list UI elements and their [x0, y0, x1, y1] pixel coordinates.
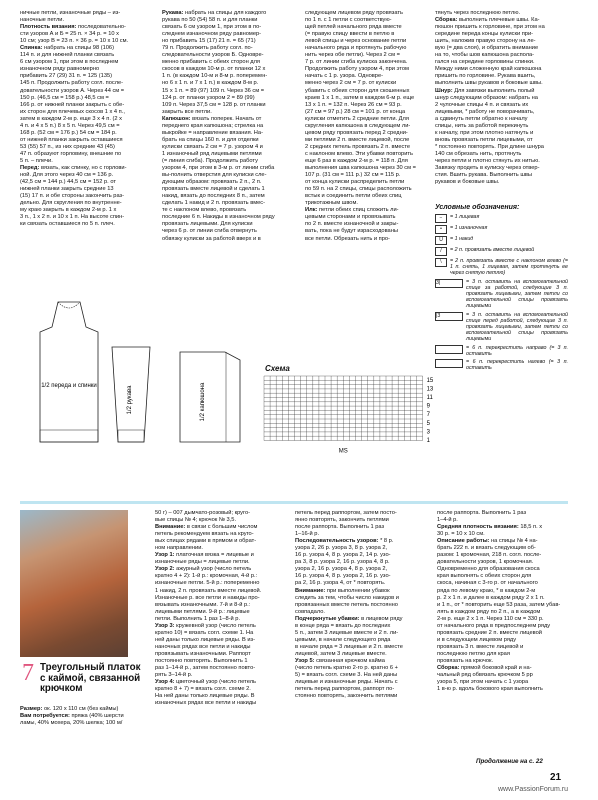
text-line: 1–4-й р. [437, 517, 458, 524]
text-line: прибавить 27 (29) 31 п. = 125 (135) [20, 73, 113, 80]
bold-lead: Сборка: [437, 665, 460, 672]
bold-lead: Узор 4: [155, 679, 175, 686]
text-line: Спинка: набрать на спицы 98 (106) [20, 45, 114, 52]
text-line: стия. Вшить рукава. Выполнить швы [435, 172, 533, 179]
text-line: ной. Для этого через 40 см = 136 р. [20, 172, 114, 179]
column-4 [435, 10, 568, 186]
column-6 [295, 510, 427, 700]
text-line: стоянно повторять, закончить петлями [295, 693, 398, 700]
text-line: 30 р. = 10 х 10 см. [437, 531, 485, 538]
text-line: (27 см = 97 р.) 28 см = 101 р. от конца [305, 108, 406, 115]
text-line: Последовательность узоров: * 8 р. [295, 538, 394, 545]
text-line: на то, чтобы шов капюшона распола- [435, 52, 535, 59]
text-line: рукавов и боковые швы. [435, 179, 500, 186]
text-line: рукава по 50 (54) 58 п. и для планки [162, 17, 258, 24]
text-line: по 2 п. вместе изнаночной и закры- [305, 221, 399, 228]
text-line: лицевой, затем 3 лицевые вместе. [295, 650, 387, 657]
column-5 [155, 510, 287, 707]
text-line: Узор 3: кружевной узор (число петель [155, 622, 256, 629]
text-line: (= правую спицу ввести в петлю в [305, 31, 395, 38]
bold-lead: Средняя плотность вязания: [437, 524, 519, 531]
text-line: 6 см узором 1, при этом в последнем [20, 59, 119, 66]
text-line: Капюшон: вязать поперек. Начать от [162, 115, 262, 122]
text-line: изнаночные петли. 5-й р.: попеременно [155, 580, 260, 587]
text-line: провязать на крючок. [437, 657, 494, 664]
text-line: раз 1–14-й р., затем постоянно повто- [155, 665, 256, 672]
text-line: Сборка: прямой боковой край и на- [437, 665, 532, 672]
text-line: наночных рядах все петли и накиды [155, 643, 251, 650]
row-number: 5 [426, 420, 430, 427]
text-line: 1 п. (в каждом 10-м и 8-м р. поперемен- [162, 73, 268, 80]
text-line: кратно 10) = вязать согл. схеме 1. На [155, 629, 254, 636]
text-line: пюшон пришить к горловине, при этом на [435, 24, 545, 31]
text-line: Узор 4: цветочный узор (число петель [155, 679, 256, 686]
bold-lead: Последовательность узоров: [295, 538, 379, 545]
bold-lead: Рукава: [162, 10, 184, 16]
text-line: 1 в-ю р. вдоль бокового края выполнить [437, 686, 543, 693]
text-line: янно повторять, закончить петлями [295, 517, 389, 524]
legend-item [435, 359, 568, 371]
text-line: чальный ряд обвязать крючком 5 рр [437, 672, 533, 679]
text-line: следовательности узоров Б. Одновре- [162, 52, 264, 59]
shawl-photo [20, 510, 128, 657]
text-line: лицевыми, * работу не поворачивать, [435, 108, 535, 115]
text-line: и 1 п., от * повторить еще 53 раза, затем убав- [437, 601, 561, 608]
text-line: 5 п. – плечи. [20, 157, 53, 164]
text-line: по 59 п. на 2 спицы, спицы расположить [305, 186, 412, 193]
text-line: 7 р. от линии сгиба кулиска закончена. [305, 59, 408, 66]
text-line: 47 п. образуют горловину, внешние по [20, 150, 122, 157]
text-line: середине переда концы кулиски при- [435, 31, 534, 38]
text-line: изнаночных рядах все петли и накиды [155, 700, 257, 707]
text-line: 140 см обрезать нить, протянуть [435, 150, 522, 157]
text-line: ки связать оставшиеся по 5 п. плеч. [20, 221, 115, 228]
row-number: 1 [426, 438, 430, 444]
text-line: (15) 17 п. и обе стороны закончить раз- [20, 193, 125, 200]
text-line: через петли и плотно стянуть их нитью. [435, 157, 540, 164]
text-line: от нижней планки закрыть оставшиеся [20, 136, 123, 143]
legend [435, 203, 568, 371]
section-divider [20, 501, 568, 504]
text-line: шить, наложив правую сторону на ле- [435, 38, 536, 45]
text-line: Илк: петли обеих спиц сложить ли- [305, 207, 399, 214]
text-line: все петли. Обрезать нить и про- [305, 235, 390, 242]
text-line: и в следующем лицевом ряду [437, 636, 517, 643]
text-line: начального ряда и протянуть рабочую [305, 45, 407, 52]
text-line: кратно 4 + 2): 1-й р.: кромочная, 4-й р.: [155, 573, 258, 580]
text-line: постоянно повторять. Выполнить 1 [155, 657, 248, 664]
text-line: 150 р. (46,5 см = 158 р.) 48,5 см = [20, 94, 109, 101]
schema-grid [262, 374, 447, 464]
text-line: 109 п. Через 37,5 см = 128 р. от планки [162, 101, 266, 108]
legend-text: = 2 п. провязать вместе лицевой [450, 247, 535, 253]
text-line: узора 2, 26 р. узора 3, 8 р. узора 2, [295, 545, 388, 552]
text-line: изнаночные ряды = лицевые петли. [155, 559, 250, 566]
text-line: брать на спицы 160 п. и для отделки [162, 136, 259, 143]
text-line: 79 п. Продолжить работу согл. по- [162, 45, 253, 52]
text-line: Изнаночные р. все петли и накиды про- [155, 594, 260, 601]
text-line: совпадало. [295, 608, 325, 615]
bold-lead: Подчеркнутые убавки: [295, 615, 360, 622]
text-line: 53 (55) 57 п., из них средние 43 (45) [20, 143, 115, 150]
text-line: цевом ряду провязать перед 2 средни- [305, 129, 408, 136]
legend-item [435, 345, 568, 357]
text-line: разом: 1 кромочная, 218 п. согл. после- [437, 552, 542, 559]
legend-symbol: U [435, 236, 447, 245]
text-line: через 6 р. от линии сгиба отвернуть [162, 228, 257, 235]
ms-label: MS [338, 448, 348, 455]
column-1 [20, 10, 154, 228]
text-line: от начального ряда в предпоследнем ряду [437, 622, 551, 629]
legend-text: = 3 п. оставить на вспомогательной спице за работой, следующие 3 п. провязать лицевыми, затем петли со вспомогательной спицы провязать лицевыми [466, 278, 568, 310]
text-line: 124 р. от планки узором 2 = 89 (99) [162, 94, 255, 101]
legend-symbol: \ [435, 258, 447, 267]
text-line: цевыми, в начале следующего ряда [295, 636, 391, 643]
text-line: сти узоров А и Б = 25 п. × 34 р. = 10 х [20, 31, 119, 38]
text-line: рять 3–14-й р. [155, 672, 193, 679]
text-line: (число петель кратно 2-го р. кратно 6 + [295, 665, 398, 672]
text-line: вы-полнить отверстия для кулиски сле- [162, 172, 267, 179]
text-line: вязывать изнаночными. 7-й и 8-й р.: [155, 601, 251, 608]
text-line: скоса, начиная с 3-го р. от начального [437, 580, 538, 587]
text-line: лицевые и изнаночные ряды. Начать с [295, 679, 398, 686]
text-line: выкройке = направление вязания. На- [162, 129, 263, 136]
row-number: 13 [426, 386, 434, 393]
text-line: 16 р. узора 4, 8 р. узора 2, 16 р. узо- [295, 573, 391, 580]
text-line: 145 п. Продолжить работу согл. после- [20, 80, 124, 87]
legend-text: = 1 накид [450, 236, 474, 242]
text-line: 1–16-й р. [295, 531, 320, 538]
text-line: тянуть через последнюю петлю. [435, 10, 521, 16]
text-line: их сторон для плечевых скосов 1 х 4 п., [20, 108, 125, 115]
text-line: обвязку кулиски за работой вверх и в [162, 235, 261, 242]
text-line: * постоянно повторять. При длине шнура [435, 143, 544, 150]
text-line: 50 г) – 007 дымчато-розовый; круго- [155, 510, 251, 516]
bold-lead: Размер: [20, 706, 43, 712]
text-line: провязывать изнаночными. Раппорт [155, 650, 251, 657]
text-line: лицевыми петлями. 9-й р.: лицевые [155, 608, 250, 615]
text-line: ном направлении. [155, 545, 203, 552]
legend-symbol: 3| [435, 279, 463, 288]
text-line: выполнить швы рукавов и боковые швы. [435, 80, 543, 87]
text-line: Размер: ок. 120 х 110 см (без каймы) [20, 706, 119, 712]
text-line: 1 накид, 2 п. провязать вместе лицевой. [155, 587, 262, 594]
row-number: 15 [426, 377, 434, 384]
bold-lead: Узор 5: [295, 657, 315, 664]
text-line: кулиски связать 2 см = 7 р. узором 4 и [162, 143, 263, 150]
text-line: Продолжить работу узором 4, при этом [305, 66, 409, 73]
text-line: лять в каждом ряду по 2 п., а в каждом [437, 608, 541, 615]
text-line: 3 п., 1 х 2 п. и 10 х 1 п. На высоте спин- [20, 214, 125, 221]
legend-item [435, 236, 568, 245]
legend-item [435, 225, 568, 234]
page-number: 21 [550, 772, 562, 783]
text-line: следить за тем, чтобы число накидов и [295, 594, 399, 601]
legend-text: = 2 п. провязать вместе с наклоном влево (= 1 п. снять, 1 лицевая, затем протянуть ее через снятую петлю) [450, 258, 568, 277]
text-line: 1 изнаночный ряд лицевыми петлями [162, 150, 262, 157]
text-line: ряда по левому краю, * в каждом 2-м [437, 587, 536, 594]
text-line: ничные петли, изнаночные ряды – из- [20, 10, 121, 16]
text-line: левой спицы и через основание петли [305, 38, 407, 45]
text-line: провязать средние 2 п. вместе лицевой [437, 629, 542, 636]
site-watermark: www.PassionForum.ru [498, 786, 569, 793]
text-line: края выполнять с обеих сторон для [437, 573, 532, 580]
text-line: 5) = вязать согл. схеме 3. На ней даны [295, 672, 398, 679]
text-line: пришить по горловине. Рукава вшить, [435, 73, 536, 80]
legend-symbol: • [435, 225, 447, 234]
text-line: (= линия сгиба). Продолжить работу [162, 157, 258, 164]
text-line: к началу, при этом плотно натянуть и [435, 129, 534, 136]
text-line: Узор 2: ажурный узор (число петель [155, 566, 252, 573]
legend-text: = 6 п. перекрестить налево (= 3 п. оставить [466, 359, 568, 372]
text-line: 2-м р. еще 2 х 1 п. Через 110 см = 330 р. [437, 615, 544, 622]
legend-symbol: / [435, 247, 447, 256]
column-2 [162, 10, 298, 243]
text-line: провязать вместе лицевой и сделать 1 [162, 186, 265, 193]
row-number: 9 [426, 403, 430, 410]
text-line: 10 см; узор В = 23 п. × 36 р. = 10 х 10 см. [20, 38, 129, 45]
text-line: ра 3, 8 р. узора 2, 16 р. узора 4, 8 р. [295, 559, 390, 566]
text-line: кулиски отметить 2 средние петли. Для [305, 115, 409, 122]
hood-outline [180, 352, 240, 442]
text-line: довательности узоров, 1 кромочная. [437, 559, 534, 566]
text-line: по 1 п. с 1 петли с соответствую- [305, 17, 392, 24]
text-line: ра 2, 16 р. узора 4, от * повторять. [295, 580, 386, 587]
text-line: закрыть все петли. [162, 108, 212, 115]
text-line: 15 х 1 п. = 89 (97) 109 п. Через 36 см = [162, 87, 265, 94]
text-line: дующим образом: провязать 2 п., 2 п. [162, 179, 262, 186]
text-line: петли. Выполнить 1 раз 1–8-й р. [155, 615, 241, 622]
row-number: 11 [426, 395, 433, 401]
text-line: накид, вязать до последних 8 п., затем [162, 193, 265, 200]
text-line: провязанных вместе петель постоянно [295, 601, 398, 608]
text-line: Рукава: набрать на спицы для каждого [162, 10, 267, 16]
text-line: в начале ряда = 3 лицевые и 2 п. вместе [295, 643, 403, 650]
text-line: Узор 1: платочная вязка = лицевые и [155, 552, 254, 559]
text-line: вновь провязать петли лицевыми, от [435, 136, 533, 143]
text-line: после раппорта. Выполнить 1 раз [295, 524, 385, 531]
bold-lead: Шнур: [435, 87, 453, 94]
text-line: ламы, 40% мохера, 20% шелка; 100 м/ [20, 720, 123, 727]
text-line: щей петлей начального ряда вместе [305, 24, 402, 31]
bold-lead: Спинка: [20, 45, 43, 52]
text-line: следующем лицевом ряду провязать [305, 10, 403, 16]
text-line: 107 р. (31 см = 111 р.) 32 см = 115 р. [305, 172, 401, 179]
legend-symbol: − [435, 214, 447, 223]
text-line: 2 средних петель провязать 2 п. вместе [305, 143, 411, 150]
text-line: нить через обе петли). Через 2 см = [305, 52, 400, 59]
text-line: затем в каждом 2-м р. еще 3 х 4 п. (2 х [20, 115, 123, 122]
bold-lead: Внимание: [295, 587, 326, 594]
text-line: 5 п., затем 3 лицевые вместе и 2 п. ли- [295, 629, 399, 636]
text-line: петель перед раппортом, затем посто- [295, 510, 397, 516]
legend-item [435, 214, 568, 223]
legend-text: = 3 п. оставить на вспомогательной спице перед работой, следующие 3 п. провязать лицевыми, затем петли со вспомогательной спицы провязать лицевыми [466, 311, 568, 343]
text-line: р. 2 х 1 п. и далее в каждом ряду 2 х 1 п. [437, 594, 545, 601]
text-line: Подчеркнутые убавки: в лицевом ряду [295, 615, 403, 622]
text-line: спицы, нить за работой перекинуть [435, 122, 529, 129]
text-line: сделать 1 накид и 2 п. провязать вмес- [162, 200, 265, 207]
bold-lead: Узор 1: [155, 552, 175, 559]
bold-lead: Вам потребуется: [20, 713, 70, 720]
text-line: брать 222 п. и вязать следующим об- [437, 545, 536, 552]
text-line: наночные петли. [20, 17, 65, 24]
bold-lead: Перед: [20, 165, 40, 172]
text-line: связать 6 см узором 1, при этом в по- [162, 24, 262, 31]
text-line: Вам потребуется: пряжа (40% шерсти [20, 713, 124, 720]
text-line: переднего края капюшона; стрелка на [162, 122, 264, 129]
legend-item [435, 279, 568, 310]
text-line: дельно. Для скругления по внутренне- [20, 200, 122, 207]
text-line: 114 п. и для нижней планки связать [20, 52, 115, 59]
text-line: скосов в каждом 10-м р. от планки 12 х [162, 66, 266, 73]
legend-symbol [435, 345, 463, 354]
continued-note: Продолжение на с. 22 [476, 758, 543, 765]
text-line: Плотность вязания: последовательно- [20, 24, 126, 31]
text-line: вые спицы № 4; крючок № 3,5. [155, 517, 237, 524]
legend-title: Условные обозначения: [435, 204, 520, 211]
text-line: те с наклоном влево, провязать [162, 207, 247, 214]
bold-lead: Капюшон: [162, 115, 191, 122]
text-line: провязать лицевыми. Для кулиски [162, 221, 253, 228]
bold-lead: Описание работы: [437, 538, 490, 545]
text-line: от конца кулиски распределить петли [305, 179, 405, 186]
text-line: менно через 2 см = 7 р. от кулиски [305, 80, 397, 87]
text-line: ми петлями 2 п. вместе лицевой, после [305, 136, 410, 143]
text-line: убавить с обеих сторон для скошенных [305, 87, 410, 94]
text-line: Узор 5: связанная крючком кайма [295, 657, 385, 664]
text-line: выполнения шва капюшона через 30 см = [305, 165, 416, 172]
text-line: му краю закрыть в каждом 2-м р. 1 х [20, 207, 117, 214]
text-line: шнур следующим образом: набрать на [435, 94, 538, 101]
text-line: Сборка: выполнить плечевые швы. Ка- [435, 17, 540, 24]
column-3 [305, 10, 427, 243]
text-line: Шнур: Для завязки выполнить полый [435, 87, 535, 94]
text-line: Одновременно для образования скоса [437, 566, 540, 573]
text-line: в конце ряда = вязать до последних [295, 622, 391, 629]
text-line: кратно 8 + 7) = вязать согл. схеме 2. [155, 686, 251, 693]
text-line: последнюю петлю для края [437, 650, 510, 657]
text-line: провязать 3 п. вместе лицевой и [437, 643, 524, 650]
front-back-outline [40, 302, 98, 442]
text-line: 168 р. (52 см = 176 р.) 54 см = 184 р. [20, 129, 117, 136]
text-line: но 6 х 1 п. и 7 х 1 п.) в каждом 8-м р. [162, 80, 259, 87]
text-line: трикотажным швом. [305, 200, 358, 207]
bold-lead: Внимание: [155, 524, 186, 531]
text-line: а сдвинуть петли обратно к началу [435, 115, 528, 122]
bold-lead: Плотность вязания: [20, 24, 77, 31]
text-line: На ней даны только лицевые ряды. В [155, 693, 255, 700]
text-line: узора 5, при этом начать с 1 узора [437, 679, 529, 686]
row-number: 3 [426, 429, 430, 436]
text-line: краев 1 х 1 п., затем в каждом 6-м р. еще [305, 94, 415, 101]
text-line: после раппорта. Выполнить 1 раз [437, 510, 527, 516]
text-line: 4 п. и 4 х 5 п.) 8 х 5 п. Через 49,5 см = [20, 122, 120, 129]
text-line: 2 чулочные спицы 4 п. и связать их [435, 101, 529, 108]
text-line: петель рекомендуем вязать на круго- [155, 531, 254, 538]
garment-diagrams [20, 292, 280, 467]
text-line: Перед: вязать, как спинку, но с горлови- [20, 165, 127, 172]
text-line: гался на середине горловины спинки. [435, 59, 535, 66]
front-back-label: 1/2 переда и спинки [41, 383, 97, 389]
sleeve-label: 1/2 рукава [127, 385, 133, 415]
text-line: петель перед раппортом, раппорт по- [295, 686, 395, 693]
text-line: изнаночном ряду равномерно [20, 66, 100, 73]
text-line: Завязку продеть в кулиску через отвер- [435, 165, 540, 172]
schema-title: Схема [265, 364, 290, 373]
pattern-title: Треугольный платок с каймой, связанной крючком [40, 662, 141, 694]
legend-symbol: |3 [435, 312, 463, 321]
column-7 [437, 510, 568, 693]
bold-lead: Узор 2: [155, 566, 175, 573]
text-line: нижней планки закрыть средние 13 [20, 186, 114, 193]
legend-item [435, 312, 568, 343]
legend-text: = 1 изнаночная [450, 225, 488, 231]
text-line: следнем изнаночном ряду равномер- [162, 31, 262, 38]
text-line: вых спицах рядами в прямом и обрат- [155, 538, 257, 545]
legend-item [435, 247, 568, 256]
text-line: ней даны только лицевые ряды. В из- [155, 636, 256, 643]
bold-lead: Илк: [305, 207, 318, 214]
bold-lead: Сборка: [435, 17, 458, 24]
text-line: но прибавить 15 (17) 21 п. = 65 (71) [162, 38, 256, 45]
text-line: 16 р. узора 4, 8 р. узора 2, 14 р. узо- [295, 552, 391, 559]
text-line: вую (= два слоя), и обратить внимание [435, 45, 539, 52]
hood-label: 1/2 капюшона [200, 382, 206, 422]
text-line: довательности узоров А. Через 44 см = [20, 87, 125, 94]
text-line: последние 6 п. Накиды в изнаночном ряду [162, 214, 275, 221]
text-line: скругления капюшона в следующем ли- [305, 122, 411, 129]
text-line: Средняя плотность вязания: 18,5 п. х [437, 524, 543, 531]
text-line: узором 4, при этом в 3-м р. от линии сгиба [162, 165, 275, 172]
text-line: с наклоном влево. Эти убавки повторить [305, 150, 413, 157]
text-line: 13 х 1 п. = 132 п. Через 26 см = 93 р. [305, 101, 402, 108]
text-line: Внимание: при выполнении убавок [295, 587, 390, 594]
legend-text: = 6 п. перекрестить направо (= 3 п. оставить [466, 344, 568, 357]
text-line: узора 2, 16 р. узора 4, 8 р. узора 2, [295, 566, 388, 573]
legend-item [435, 258, 568, 277]
text-line: 166 р. от нижней планки закрыть с обе- [20, 101, 125, 108]
text-line: начать с 1 р. узора. Одновре- [305, 73, 384, 80]
row-number: 7 [426, 412, 430, 419]
text-line: цевыми сторонами и провязывать [305, 214, 396, 221]
text-line: Между ними сложенную край капюшона [435, 66, 542, 73]
text-line: Описание работы: на спицы № 4 на- [437, 538, 538, 545]
legend-text: = 1 лицевая [450, 214, 480, 220]
text-line: еще 6 раз в каждом 2-м р. = 118 п. Для [305, 157, 408, 164]
pattern-number: 7 [22, 660, 34, 686]
column-8 [20, 706, 150, 727]
text-line: менно прибавить с обеих сторон для [162, 59, 261, 66]
text-line: вать, пока не будут израсходованы [305, 228, 398, 235]
text-line: Внимание: в связи с большим числом [155, 524, 258, 531]
bold-lead: Узор 3: [155, 622, 175, 629]
legend-symbol [435, 359, 463, 368]
text-line: (42,5 см = 144 р.) 44,5 см = 152 р. от [20, 179, 116, 186]
text-line: встык и соединить петли обеих спиц [305, 193, 402, 200]
